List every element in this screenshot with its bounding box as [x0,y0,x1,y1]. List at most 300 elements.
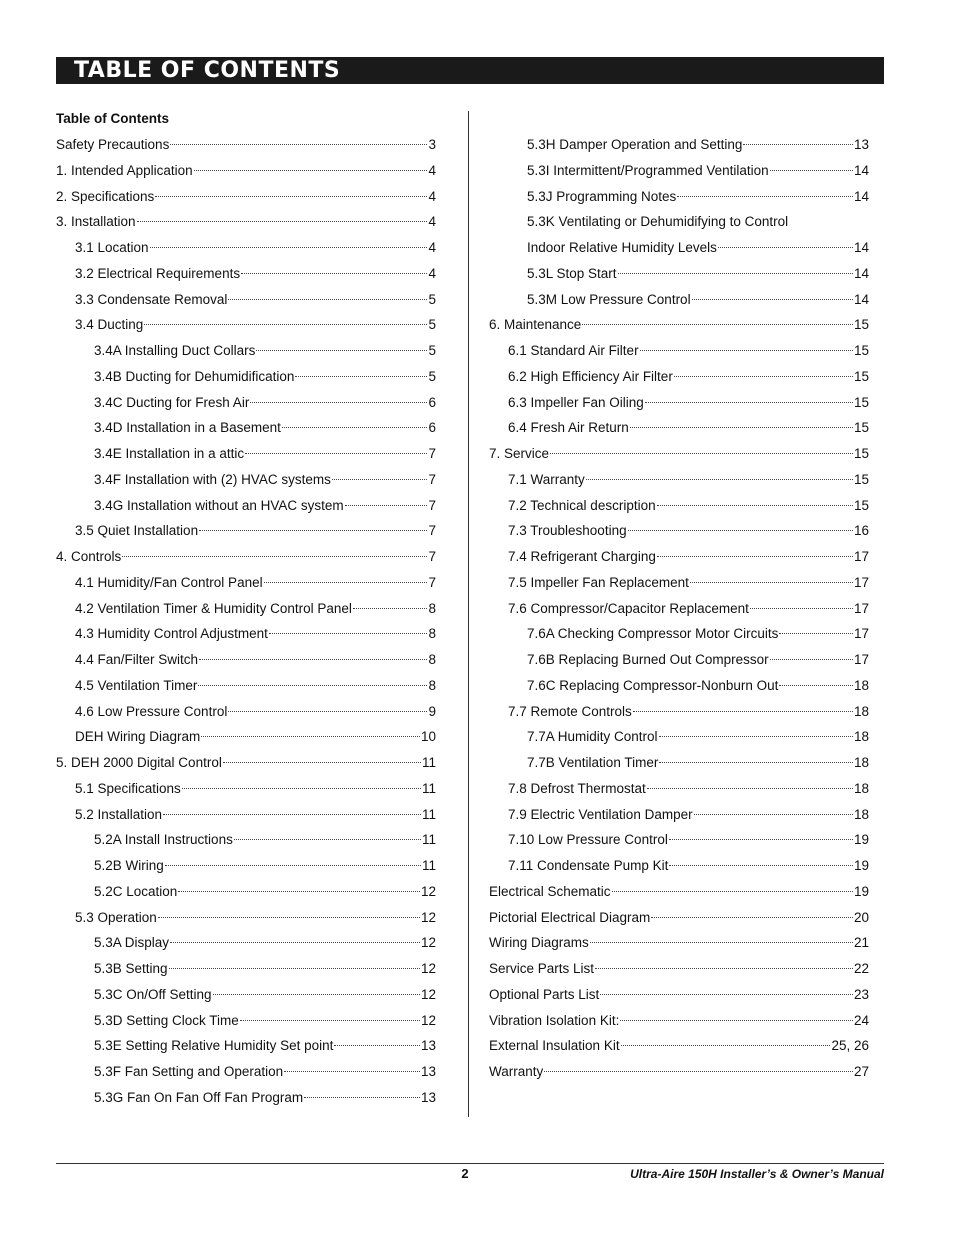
toc-entry-page: 15 [853,471,869,487]
toc-entry[interactable] [56,415,436,441]
toc-entry-page: 15 [853,368,869,384]
toc-entry[interactable] [56,982,436,1008]
toc-entry-page: 4 [428,162,436,178]
dot-leader [659,736,853,737]
dot-leader [595,968,853,969]
toc-entry-page: 24 [853,1012,869,1028]
toc-entry-page: 7 [428,549,436,564]
dot-leader [544,1071,853,1072]
toc-entry[interactable] [56,776,436,802]
toc-entry-page: 11 [421,755,436,770]
toc-entry-title: 7.10 Low Pressure Control [508,832,668,848]
dot-leader [169,968,420,969]
toc-entry-title: 3.4G Installation without an HVAC system [94,497,344,513]
toc-entry-page: 20 [853,909,869,925]
toc-entry-title: 7.1 Warranty [508,471,585,487]
toc-entry[interactable] [56,287,436,313]
toc-entry-page: 21 [853,935,869,951]
dot-leader [669,865,853,866]
dot-leader [770,170,853,171]
toc-entry[interactable] [489,132,869,158]
dot-leader [137,221,428,222]
toc-entry-page: 5 [428,317,436,333]
toc-entry-title: 5.3B Setting [94,961,168,976]
dot-leader [282,427,428,428]
toc-entry-title: 7.8 Defrost Thermostat [508,780,646,796]
toc-column-left [56,106,436,1111]
dot-leader [582,324,853,325]
toc-entry[interactable] [56,338,436,364]
toc-entry-page: 5 [428,343,436,358]
toc-entry-title: Indoor Relative Humidity Levels [527,240,717,255]
toc-entry[interactable] [56,802,436,828]
toc-entry[interactable] [56,905,436,931]
toc-entry-title: 5.3F Fan Setting and Operation [94,1064,284,1079]
toc-entry-page: 16 [853,523,869,539]
toc-entry-title: 3.4E Installation in a attic [94,446,245,461]
toc-entry[interactable] [489,905,869,931]
toc-entry-page: 13 [420,1038,436,1054]
toc-entry[interactable] [489,390,869,416]
toc-entry-page: 9 [428,703,436,719]
toc-entry[interactable] [56,956,436,982]
dot-leader [178,891,420,892]
dot-leader [718,247,853,248]
toc-entry-title: 3.3 Condensate Removal [75,291,228,307]
toc-entry-page: 17 [853,574,869,590]
toc-entry[interactable] [489,570,869,596]
dot-leader [223,762,421,763]
toc-entry-title: 3.4C Ducting for Fresh Air [94,394,250,410]
dot-leader [647,788,853,789]
toc-entry[interactable] [56,1033,436,1059]
dot-leader [640,350,853,351]
dot-leader [256,350,427,351]
toc-entry-page: 4 [428,214,436,230]
toc-entry-page: 17 [853,549,869,564]
dot-leader [628,530,853,531]
toc-entry-title: External Insulation Kit [489,1038,620,1054]
toc-entry[interactable] [489,982,869,1008]
toc-entry[interactable] [56,493,436,519]
toc-entry-page: 15 [853,343,869,358]
toc-entry-page: 14 [853,291,869,307]
toc-entry-title: 7.2 Technical description [508,497,656,513]
toc-entry[interactable] [489,853,869,879]
dot-leader [158,917,420,918]
toc-entry[interactable] [56,235,436,261]
dot-leader [630,427,853,428]
toc-entry[interactable] [489,467,869,493]
toc-entry-title: 4. Controls [56,549,122,564]
dot-leader [155,196,427,197]
toc-entry-page: 23 [853,986,869,1002]
toc-entry-title: 3.2 Electrical Requirements [75,265,241,281]
toc-heading: Table of Contents [56,111,169,126]
dot-leader [659,762,853,763]
toc-entry[interactable] [489,621,869,647]
dot-leader [657,505,853,506]
toc-entry[interactable] [56,261,436,287]
toc-entry-page: 12 [420,935,436,951]
toc-entry-title: 4.1 Humidity/Fan Control Panel [75,574,263,590]
dot-leader [269,633,428,634]
toc-entry-title: 5.2A Install Instructions [94,832,233,848]
dot-leader [353,608,428,609]
dot-leader [590,942,853,943]
dot-leader [199,530,427,531]
toc-entry-title: 5.3J Programming Notes [527,188,677,204]
toc-entry-title: Service Parts List [489,961,595,976]
dot-leader [770,659,853,660]
dot-leader [612,891,853,892]
toc-entry[interactable] [56,1008,436,1034]
dot-leader [304,1097,420,1098]
toc-entry-title: 3.1 Location [75,240,149,255]
toc-entry[interactable] [489,956,869,982]
toc-entry-title: 4.5 Ventilation Timer [75,677,198,693]
toc-entry[interactable] [56,879,436,905]
dot-leader [194,170,428,171]
toc-entry-page: 17 [853,652,869,667]
toc-entry-title: 7.11 Condensate Pump Kit [508,858,669,873]
toc-entry-title: 3.5 Quiet Installation [75,523,199,539]
dot-leader [213,994,420,995]
toc-entry[interactable] [56,312,436,338]
toc-list-left [56,132,436,1111]
toc-entry[interactable] [56,647,436,673]
toc-entry-title: 7.5 Impeller Fan Replacement [508,574,689,590]
toc-entry-page: 11 [421,858,436,873]
toc-entry[interactable] [489,235,869,261]
manual-title: Ultra-Aire 150H Installer’s & Owner’s Manual [630,1167,884,1181]
toc-entry-title: 7.6 Compressor/Capacitor Replacement [508,600,749,616]
toc-entry-title: 5.3L Stop Start [527,265,617,281]
dot-leader [264,582,428,583]
toc-entry-page: 19 [853,832,869,848]
toc-entry[interactable] [489,184,869,210]
toc-entry-page: 10 [420,729,436,745]
toc-entry-page: 8 [428,626,436,642]
dot-leader [228,711,427,712]
dot-leader [586,479,853,480]
toc-entry-page: 7 [428,446,436,461]
toc-entry-title: 6.3 Impeller Fan Oiling [508,394,644,410]
toc-entry[interactable] [489,493,869,519]
toc-entry[interactable] [489,827,869,853]
toc-entry-page: 13 [420,1064,436,1079]
toc-entry-page: 6 [428,420,436,436]
toc-entry[interactable] [489,415,869,441]
toc-entry-title: Warranty [489,1064,544,1079]
dot-leader [240,1020,420,1021]
toc-entry[interactable] [56,209,436,235]
toc-entry-page: 18 [853,806,869,822]
toc-entry-page: 11 [421,780,436,796]
toc-entry-title: DEH Wiring Diagram [75,729,201,745]
toc-entry-page: 17 [853,600,869,616]
dot-leader [618,273,853,274]
toc-entry[interactable] [56,441,436,467]
toc-entry[interactable] [56,1059,436,1085]
toc-entry-page: 25, 26 [831,1038,869,1054]
dot-leader [779,685,853,686]
toc-entry-title: 5.3E Setting Relative Humidity Set point [94,1038,334,1054]
toc-entry[interactable] [56,699,436,725]
toc-entry-page: 12 [420,961,436,976]
toc-entry[interactable] [56,544,436,570]
toc-entry-title: 3.4 Ducting [75,317,144,333]
toc-entry-title: 5.3I Intermittent/Programmed Ventilation [527,162,769,178]
dot-leader [621,1045,831,1046]
toc-entry-title: 5. DEH 2000 Digital Control [56,755,222,770]
toc-entry-page: 15 [853,317,869,333]
toc-entry[interactable] [56,570,436,596]
toc-entry[interactable] [56,364,436,390]
toc-entry-title: 3. Installation [56,214,136,230]
toc-entry-page: 12 [420,1012,436,1028]
toc-entry[interactable] [489,209,869,235]
toc-entry-title: 3.4B Ducting for Dehumidification [94,368,295,384]
toc-entry[interactable] [56,750,436,776]
toc-entry[interactable] [489,879,869,905]
toc-entry[interactable] [489,776,869,802]
dot-leader [550,453,853,454]
dot-leader [345,505,428,506]
toc-entry-page: 7 [428,574,436,590]
toc-entry-page: 3 [428,137,436,152]
toc-entry-page: 15 [853,420,869,436]
toc-entry-page: 14 [853,188,869,204]
toc-entry-page: 8 [428,677,436,693]
toc-entry-title: 5.3M Low Pressure Control [527,291,691,307]
toc-entry-page: 18 [853,729,869,745]
dot-leader [122,556,427,557]
toc-entry-title: Electrical Schematic [489,883,611,899]
dot-leader [750,608,853,609]
toc-entry[interactable] [489,518,869,544]
toc-entry-title: 4.6 Low Pressure Control [75,703,228,719]
toc-entry[interactable] [489,1033,869,1059]
toc-entry-page: 7 [428,523,436,539]
toc-entry-page: 14 [853,265,869,281]
toc-entry-page: 7 [428,497,436,513]
toc-entry-page: 8 [428,652,436,667]
footer-rule [56,1163,884,1164]
toc-entry-title: 5.3C On/Off Setting [94,986,212,1002]
toc-entry-title: 7.6C Replacing Compressor-Nonburn Out [527,677,779,693]
toc-entry-title: 7.7 Remote Controls [508,703,632,719]
dot-leader [284,1071,420,1072]
toc-entry-page: 12 [420,883,436,899]
toc-entry[interactable] [489,287,869,313]
toc-entry-title: 3.4A Installing Duct Collars [94,343,256,358]
toc-entry-page: 4 [428,265,436,281]
dot-leader [170,942,420,943]
toc-entry-page: 11 [421,832,436,848]
dot-leader [694,814,853,815]
toc-entry[interactable] [56,1085,436,1111]
toc-entry-title: 6.4 Fresh Air Return [508,420,629,436]
toc-entry-page: 4 [428,188,436,204]
toc-entry-title: 7.6A Checking Compressor Motor Circuits [527,626,779,642]
toc-list-right [489,132,869,1085]
toc-entry-title: 7. Service [489,446,550,461]
toc-entry[interactable] [56,132,436,158]
toc-entry-title: 4.2 Ventilation Timer & Humidity Control Panel [75,600,352,616]
dot-leader [170,144,427,145]
dot-leader [250,402,427,403]
toc-entry-page: 4 [428,240,436,255]
toc-entry-title: 5.3D Setting Clock Time [94,1012,239,1028]
dot-leader [334,1045,420,1046]
toc-entry-title: 1. Intended Application [56,162,193,178]
toc-entry[interactable] [489,1008,869,1034]
toc-column-right [489,132,869,1085]
toc-entry-page: 5 [428,291,436,307]
dot-leader [182,788,421,789]
toc-entry-title: 5.2C Location [94,883,178,899]
toc-entry[interactable] [489,312,869,338]
toc-entry-page: 18 [853,677,869,693]
toc-entry[interactable] [489,544,869,570]
dot-leader [228,299,427,300]
toc-entry-title: 7.9 Electric Ventilation Damper [508,806,693,822]
toc-entry[interactable] [489,673,869,699]
toc-entry[interactable] [489,802,869,828]
toc-entry-title: 5.3 Operation [75,909,157,925]
toc-entry-title: 5.2 Installation [75,806,163,822]
toc-entry[interactable] [56,827,436,853]
toc-entry[interactable] [489,699,869,725]
toc-entry[interactable] [489,364,869,390]
toc-entry-page: 18 [853,755,869,770]
dot-leader [332,479,428,480]
toc-entry-page: 14 [853,162,869,178]
toc-entry-title: 7.7B Ventilation Timer [527,755,659,770]
toc-entry-page: 15 [853,497,869,513]
dot-leader [163,814,421,815]
toc-entry-title: Vibration Isolation Kit: [489,1012,620,1028]
toc-entry[interactable] [56,184,436,210]
dot-leader [645,402,853,403]
dot-leader [165,865,421,866]
dot-leader [201,736,420,737]
toc-entry[interactable] [56,724,436,750]
toc-entry[interactable] [56,467,436,493]
toc-entry-page: 7 [428,471,436,487]
toc-entry[interactable] [489,1059,869,1085]
toc-entry-title: Pictorial Electrical Diagram [489,909,651,925]
toc-entry-page: 8 [428,600,436,616]
toc-entry[interactable] [489,647,869,673]
toc-entry-title: 3.4D Installation in a Basement [94,420,281,436]
toc-entry[interactable] [489,596,869,622]
toc-entry[interactable] [489,441,869,467]
toc-entry[interactable] [489,724,869,750]
dot-leader [620,1020,853,1021]
toc-entry-page: 17 [853,626,869,642]
dot-leader [198,685,427,686]
toc-entry-page: 27 [853,1064,869,1079]
dot-leader [633,711,853,712]
dot-leader [199,659,427,660]
toc-entry[interactable] [56,390,436,416]
dot-leader [743,144,853,145]
dot-leader [600,994,853,995]
toc-entry-page: 19 [853,858,869,873]
toc-entry-page: 14 [853,240,869,255]
toc-entry-title: Safety Precautions [56,137,170,152]
toc-entry[interactable] [489,261,869,287]
toc-entry[interactable] [56,596,436,622]
toc-entry-title: 6.2 High Efficiency Air Filter [508,368,673,384]
toc-entry-page: 11 [421,806,436,822]
toc-entry-title: 7.3 Troubleshooting [508,523,627,539]
toc-entry[interactable] [56,930,436,956]
toc-entry-title: 6. Maintenance [489,317,582,333]
toc-entry[interactable] [56,158,436,184]
dot-leader [692,299,853,300]
toc-entry-title: 4.4 Fan/Filter Switch [75,652,199,667]
page-title: TABLE OF CONTENTS [74,58,341,83]
dot-leader [690,582,853,583]
toc-entry[interactable] [56,853,436,879]
toc-entry[interactable] [56,673,436,699]
toc-entry-title: 5.3H Damper Operation and Setting [527,137,743,152]
toc-entry-title: 5.2B Wiring [94,858,164,873]
toc-entry-page: 13 [853,137,869,152]
toc-entry-page: 12 [420,909,436,925]
toc-entry-title: 6.1 Standard Air Filter [508,343,639,358]
toc-entry[interactable] [56,518,436,544]
toc-entry[interactable] [489,930,869,956]
dot-leader [241,273,427,274]
page-number: 2 [461,1166,469,1181]
toc-entry-page: 15 [853,394,869,410]
toc-entry[interactable] [489,338,869,364]
toc-entry-page: 19 [853,883,869,899]
toc-entry-page: 12 [420,986,436,1002]
toc-entry-title: Optional Parts List [489,986,600,1002]
toc-entry[interactable] [489,158,869,184]
dot-leader [150,247,428,248]
dot-leader [674,376,853,377]
dot-leader [669,839,853,840]
toc-entry-page: 18 [853,780,869,796]
toc-entry-title: 3.4F Installation with (2) HVAC systems [94,471,331,487]
toc-entry-page: 6 [428,394,436,410]
toc-entry[interactable] [489,750,869,776]
toc-entry-page: 22 [853,961,869,976]
toc-entry-title: 7.4 Refrigerant Charging [508,549,656,564]
toc-entry-title: 4.3 Humidity Control Adjustment [75,626,268,642]
dot-leader [779,633,853,634]
toc-entry-title: 5.3A Display [94,935,170,951]
toc-entry[interactable] [56,621,436,647]
toc-entry-page: 15 [853,446,869,461]
toc-entry-title: Wiring Diagrams [489,935,589,951]
dot-leader [651,917,853,918]
toc-entry-title: 7.6B Replacing Burned Out Compressor [527,652,769,667]
toc-entry-title: 5.3G Fan On Fan Off Fan Program [94,1089,304,1105]
column-divider [468,111,469,1117]
toc-entry-page: 13 [420,1089,436,1105]
toc-entry-page: 18 [853,703,869,719]
toc-entry-title: 2. Specifications [56,188,155,204]
dot-leader [295,376,427,377]
dot-leader [677,196,853,197]
